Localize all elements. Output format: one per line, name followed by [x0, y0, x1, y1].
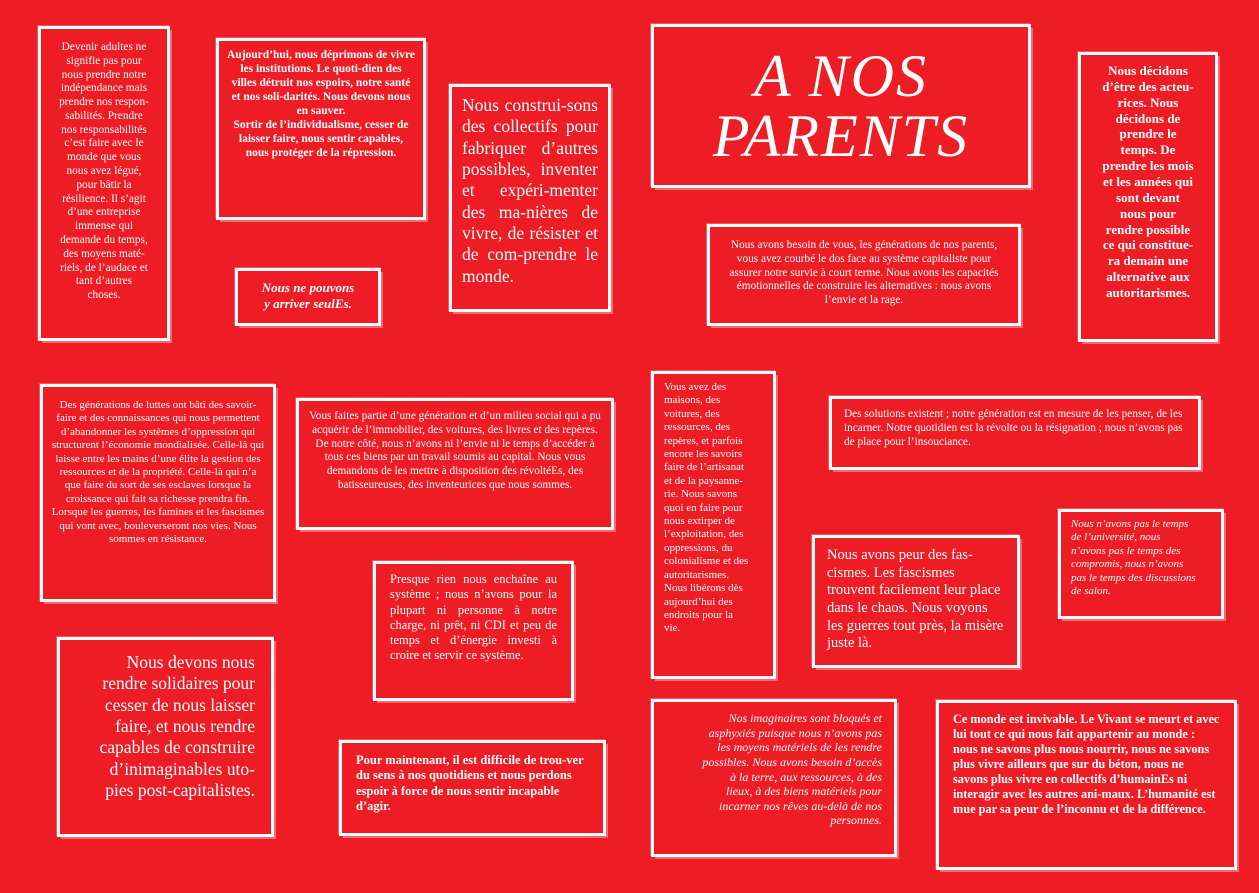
block-text: Nous construi-sons des collectifs pour fabriquer d’autres possibles, inventer et expéri-menter des ma-nières de vivre, de résister et de com-prendre le monde. — [462, 95, 598, 286]
block-text: Nous devons nous rendre solidaires pour cesser de nous laisser faire, et nous rendre capables de construire d’inimaginables uto- pies post-capitalistes. — [99, 652, 255, 801]
block-text: Nous décidons d’être des acteu- rices. Nous décidons de prendre le temps. De prendre les mois et les années qui sont devant nous pour rendre possible ce qui constitue- ra demain une alternative aux autoritarismes. — [1102, 63, 1194, 301]
block-generations-luttes — [40, 384, 276, 602]
block-nous-avons-besoin — [707, 224, 1021, 326]
block-aujourdhui — [216, 38, 426, 220]
block-ce-monde — [936, 700, 1237, 870]
block-nous-devons-solidaires — [57, 637, 274, 837]
block-text: Pour maintenant, il est difficile de trou-ver du sens à nos quotidiens et nous perdons espoir à force de nous sentir incapable d’agir. — [356, 753, 584, 813]
block-text: Devenir adultes ne signifie pas pour nous prendre notre indépendance mais prendre nos respon- sabilités. Prendre nos responsabilités c’est faire avec le monde que vous nous avez légué, pour bâtir la résilience. Il s’agit d’une entreprise immense qui demande du temps, des moyens maté- riels, de l’audace et tant d’autres choses. — [59, 41, 149, 302]
block-des-solutions — [829, 396, 1201, 470]
block-nous-avons-peur — [812, 535, 1020, 668]
title-box — [651, 24, 1031, 188]
block-nous-navons-pas — [1058, 509, 1224, 619]
block-presque-rien — [373, 561, 574, 701]
block-nos-imaginaires — [651, 699, 897, 857]
block-vous-faites-partie — [296, 398, 614, 530]
block-text: Vous faites partie d’une génération et d’un milieu social qui a pu acquérir de l’immobilier, des voitures, des livres et des repères. De notre côté, nous n’avons ni l’envie ni le temps d’accéder à tous ces biens par un travail soumis au capital. Nous vous demandons de les mettre à disposition des révoltéEs, des batisseureuses, des inventeurices que nous sommes. — [309, 410, 601, 491]
block-text: Nous n’avons pas le temps de l’université, nous n’avons pas le temps des compromis, nous n’avons pas le temps des discussions de salon. — [1071, 518, 1196, 598]
block-nous-construisons — [449, 84, 611, 312]
block-text: Nos imaginaires sont bloqués et asphyxiés puisque nous n’avons pas les moyens matériels de les rendre possibles. Nous avons besoin d’accès à la terre, aux ressources, à des lieux, à des biens matériels pour incarner nos rêves au-delà de nos personnes. — [702, 711, 882, 828]
block-vous-avez-des-maisons — [651, 371, 776, 679]
page-title: A NOS PARENTS — [712, 43, 970, 169]
block-text: Nous avons peur des fas-cismes. Les fascismes trouvent facilement leur place dans le chaos. Nous voyons les guerres tout près, la misère juste là. — [827, 547, 1004, 652]
block-text: Vous avez des maisons, des voitures, des ressources, des repères, et parfois encore les savoirs faire de l’artisanat et de la paysanne- rie. Nous savons quoi en faire pour nous extirper de l’exploitation, des oppressions, du colonialisme et des autoritarismes. Nous libérons dès aujourd’hui des endroits pour la vie. — [664, 381, 749, 635]
block-pour-maintenant — [339, 740, 606, 836]
block-text: Nous avons besoin de vous, les générations de nos parents, vous avez courbé le dos face au système capitaliste pour assurer notre survie à court terme. Nous avons les capacités émotionnelles de construire les alternatives : nous avons l’envie et la rage. — [729, 239, 999, 307]
block-devenir-adultes — [38, 26, 170, 341]
block-text: Nous ne pouvons y arriver seulEs. — [261, 280, 355, 311]
block-nous-decidons — [1078, 52, 1218, 342]
block-text: Des solutions existent ; notre génération est en mesure de les penser, de les incarner. Notre quotidien est la révolte ou la résignation ; nous n’avons pas de place pour l’insouciance. — [844, 408, 1183, 448]
block-text: Ce monde est invivable. Le Vivant se meurt et avec lui tout ce qui nous fait appartenir au monde : nous ne savons plus nous nourrir, nous ne savons plus vivre ailleurs que sur du béton, nous ne savons plus vivre en collectifs d’humainEs ni interagir avec les autres ani-maux. L’humanité est mue par sa peur de l’inconnu et de la différence. — [953, 712, 1220, 816]
block-nous-ne-pouvons — [235, 268, 381, 326]
block-text: Des générations de luttes ont bâti des savoir-faire et des connaissances qui nous permettent d’abandonner les systèmes d’oppression qui structurent l’économie mondialisée. Celle-là qui laisse entre les mains d’une élite la gestion des ressources et de la propriété. Celle-là qui n’a que faire du sort de ses esclaves lorsque la croissance qui fait sa richesse prendra fin. Lorsque les guerres, les famines et les fascismes qui vont avec, bouleverseront nos vies. Nous sommes en résistance. — [51, 399, 265, 546]
block-text: Aujourd’hui, nous déprimons de vivre les institutions. Le quoti-dien des villes détruit nos espoirs, notre santé et nos soli-darités. Nous devons nous en sauver. Sortir de l’individualisme, cesser de laisser faire, nous sentir capables, nous protéger de la répression. — [227, 49, 415, 160]
block-text: Presque rien nous enchaîne au système ; nous n’avons pour la plupart ni personne à notre charge, ni prêt, ni CDI et peu de temps et d’énergie investi à croire et servir ce système. — [390, 572, 557, 663]
